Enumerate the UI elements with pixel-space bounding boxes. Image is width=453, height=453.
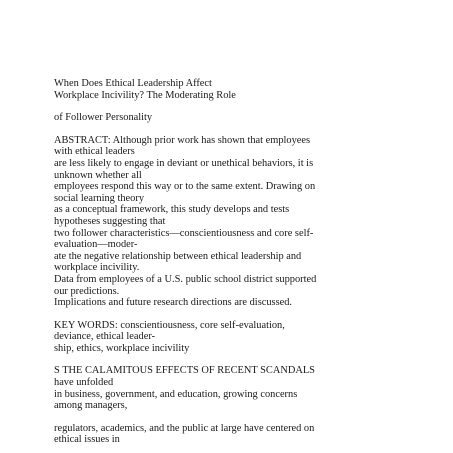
abstract-line: social learning theory [54, 192, 145, 204]
title-line-3: of Follower Personality [54, 112, 153, 124]
abstract-line: Data from employees of a U.S. public school district supported [54, 273, 317, 285]
keywords-paragraph [54, 320, 394, 355]
paragraph-gap [54, 101, 394, 112]
paragraph-gap [54, 124, 394, 135]
abstract-line: our predictions. [54, 285, 120, 297]
title-line-2: Workplace Incivility? The Moderating Role [54, 89, 236, 101]
abstract-line: as a conceptual framework, this study develops and tests [54, 204, 290, 216]
abstract-paragraph [54, 135, 394, 309]
abstract-line: are less likely to engage in deviant or unethical behaviors, it is [54, 157, 314, 169]
keywords-line: deviance, ethical leader- [54, 331, 156, 343]
paragraph-gap [54, 309, 394, 320]
abstract-line: unknown whether all [54, 169, 142, 181]
document-text [54, 78, 394, 446]
intro-paragraph [54, 365, 394, 411]
abstract-line: with ethical leaders [54, 146, 135, 158]
intro-line: regulators, academics, and the public at large have centered on [54, 422, 315, 434]
intro-line: among managers, [54, 400, 128, 412]
abstract-line: hypotheses suggesting that [54, 215, 166, 227]
intro-line: have unfolded [54, 377, 114, 389]
abstract-line: ABSTRACT: Although prior work has shown that employees [54, 134, 311, 146]
intro-line: S THE CALAMITOUS EFFECTS OF RECENT SCANDALS [54, 365, 315, 377]
keywords-line: ship, ethics, workplace incivility [54, 342, 190, 354]
abstract-line: workplace incivility. [54, 262, 140, 274]
abstract-line: Implications and future research directions are discussed. [54, 297, 293, 309]
paragraph-gap [54, 354, 394, 365]
abstract-line: evaluation—moder- [54, 239, 138, 251]
abstract-line: ate the negative relationship between ethical leadership and [54, 250, 302, 262]
keywords-line: KEY WORDS: conscientiousness, core self-evaluation, [54, 319, 285, 331]
intro-line: ethical issues in [54, 434, 120, 446]
title-line-1: When Does Ethical Leadership Affect [54, 78, 212, 89]
intro-paragraph-2 [54, 423, 394, 446]
abstract-line: two follower characteristics—conscientiousness and core self- [54, 227, 314, 239]
intro-line: in business, government, and education, growing concerns [54, 388, 298, 400]
abstract-line: employees respond this way or to the same extent. Drawing on [54, 181, 316, 193]
paragraph-gap [54, 412, 394, 423]
